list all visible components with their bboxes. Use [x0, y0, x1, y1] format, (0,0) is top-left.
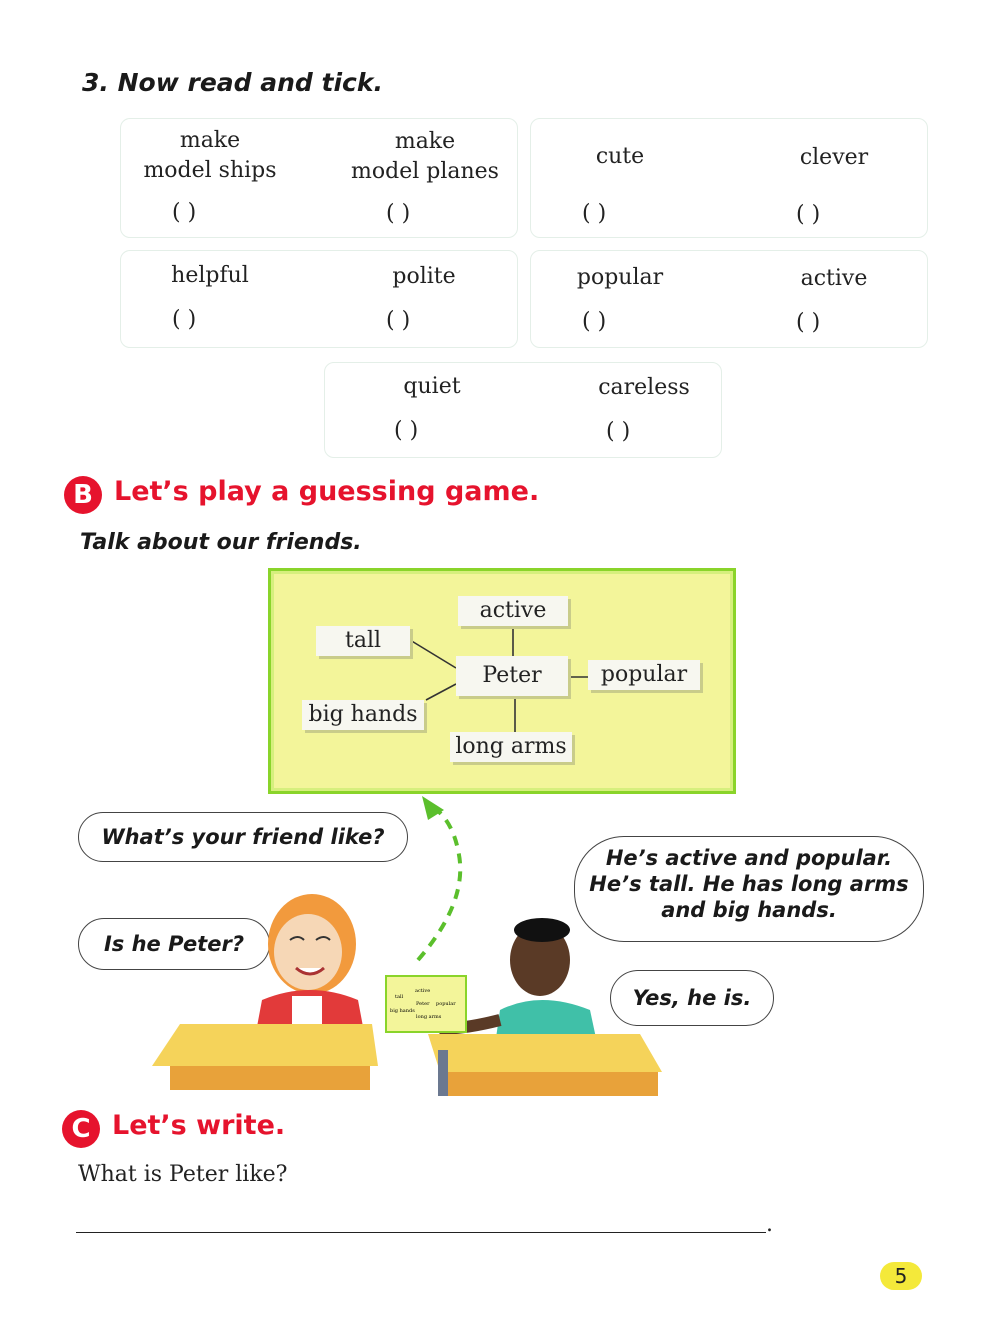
mini-card-word: long arms — [416, 1014, 442, 1020]
mini-card-word: tall — [395, 994, 404, 1000]
tick-box[interactable]: ( ) — [606, 419, 631, 444]
tick-box[interactable]: ( ) — [796, 202, 821, 227]
word-polite: polite — [392, 264, 456, 289]
mini-card-word: Peter — [416, 1001, 430, 1007]
word-quiet: quiet — [403, 374, 461, 399]
mind-map-node-tall: tall — [316, 626, 410, 656]
mind-map-node-big-hands: big hands — [302, 700, 424, 730]
tick-box[interactable]: ( ) — [796, 310, 821, 335]
tick-box[interactable]: ( ) — [582, 201, 607, 226]
word-line: make — [179, 128, 241, 153]
word-line: model ships — [143, 158, 277, 183]
mind-map-node-long-arms: long arms — [450, 732, 572, 762]
speech-bubble-whats-your-friend-like: What’s your friend like? — [78, 812, 408, 862]
tick-box[interactable]: ( ) — [172, 200, 197, 225]
bubble-line: He’s tall. He has long arms — [589, 872, 909, 896]
writing-question: What is Peter like? — [78, 1162, 288, 1187]
word-popular: popular — [576, 265, 664, 290]
speech-bubble-is-he-peter: Is he Peter? — [78, 918, 270, 970]
tick-box[interactable]: ( ) — [172, 307, 197, 332]
tick-box[interactable]: ( ) — [386, 201, 411, 226]
tick-box[interactable]: ( ) — [582, 309, 607, 334]
word-careless: careless — [598, 375, 690, 400]
mini-card-word: big hands — [390, 1008, 415, 1014]
speech-bubble-yes-he-is: Yes, he is. — [610, 970, 774, 1026]
mind-map-node-active: active — [458, 596, 568, 626]
word-cute: cute — [595, 144, 645, 169]
mind-map-node-center: Peter — [456, 656, 568, 696]
section-b-badge: B — [64, 476, 102, 514]
word-helpful: helpful — [171, 263, 249, 288]
section-b-subtitle: Talk about our friends. — [80, 530, 362, 555]
word-line: model planes — [351, 159, 499, 184]
page-number: 5 — [880, 1262, 922, 1290]
answer-line[interactable] — [76, 1232, 766, 1233]
girl-figure — [256, 894, 364, 1032]
mini-card-word: active — [415, 988, 431, 994]
tick-box[interactable]: ( ) — [386, 308, 411, 333]
bubble-line: He’s active and popular. — [605, 846, 893, 870]
exercise-title: 3. Now read and tick. — [82, 68, 383, 97]
tick-box[interactable]: ( ) — [394, 418, 419, 443]
bubble-line: and big hands. — [661, 898, 837, 922]
word-clever: clever — [799, 145, 869, 170]
classroom-illustration — [140, 860, 680, 1100]
mind-map-node-popular: popular — [588, 660, 700, 690]
section-b-title: Let’s play a guessing game. — [114, 476, 540, 507]
section-c-badge: C — [62, 1110, 100, 1148]
mini-card-word: popular — [436, 1001, 456, 1007]
answer-period: . — [766, 1212, 773, 1237]
section-c-title: Let’s write. — [112, 1110, 286, 1141]
word-active: active — [800, 266, 868, 291]
word-line: make — [394, 129, 456, 154]
